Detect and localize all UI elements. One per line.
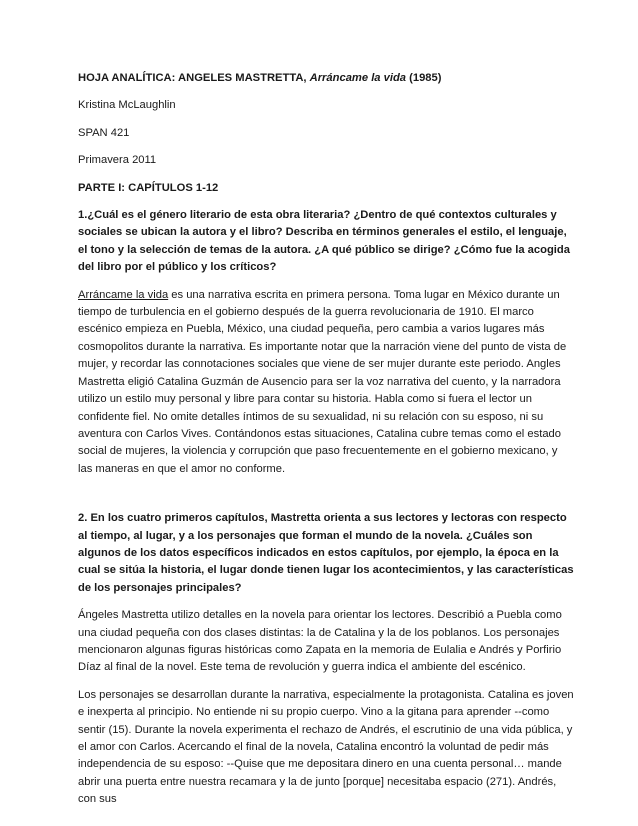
answer-2-paragraph-1: Ángeles Mastretta utilizo detalles en la novela para orientar los lectores. Describió a Puebla como una ciudad pequeña con dos clases distintas: la de Catalina y la de los poblanos. Los personajes mencionaron algunas figuras históricas como Zapata en la memoria de Eulalia e Andrés y Porfirio Díaz al final de la novel. Este tema de revolución y guerra indica el ambiente del escénico. [78,609,562,674]
answer-1-book-title: Arráncame la vida [78,288,169,301]
author-name: Kristina McLaughlin [78,99,176,112]
title-suffix: (1985) [406,72,442,84]
question-2: 2. En los cuatro primeros capítulos, Mastretta orienta a sus lectores y lectoras con respecto al tiempo, al lugar, y a los personajes que forman el mundo de la novela. ¿Cuáles son algunos de los datos específicos indicados en estos capítulos, por ejemplo, la época en la cual se sitúa la historia, el lugar donde tienen lugar los acontecimientos, y las características de los personajes principales? [78,512,574,594]
term: Primavera 2011 [78,154,157,167]
answer-1-text: es una narrativa escrita en primera persona. Toma lugar en México durante un tiempo de turbulencia en el gobierno después de la guerra revolucionaria de 1910. El marco escénico empieza en Puebla, México, una ciudad pequeña, pero cambia a varios lugares más cosmopolitos durante la narrativa. Es importante notar que la narración viene del punto de vista de mujer, y recordar las connotaciones sociales que viene de ser mujer durante este periodo. Angles Mastretta eligió Catalina Guzmán de Ausencio para ser la voz narrativa del cuento, y la narradora utilizo un estilo muy personal y libre para contar su historia. Habla como si fuera el lector un confidente fiel. No omite detalles íntimos de su sexualidad, ni su relación con su esposo, ni su aventura con Carlos Vives. Contándonos estas situaciones, Catalina cubre temas como el estado social de mujeres, la violencia y corrupción que paso frecuentemente en el gobierno mexicano, y las maneras en que el amor no conforme. [78,288,567,475]
book-title: Arráncame la vida [309,72,407,84]
answer-1 [78,287,574,478]
section-spacer [78,488,574,510]
question-1: 1.¿Cuál es el género literario de esta obra literaria? ¿Dentro de qué contextos culturales y sociales se ubican la autora y el libro? Describa en términos generales el estilo, el lenguaje, el tono y la selección de temas de la autora. ¿A qué público se dirige? ¿Cómo fue la acogida del libro por el público y los críticos? [78,209,570,274]
title-prefix: HOJA ANALÍTICA: ANGELES MASTRETTA, [78,72,310,84]
document-title [78,70,574,87]
part-heading: PARTE I: CAPÍTULOS 1-12 [78,181,219,194]
course-code: SPAN 421 [78,126,130,139]
answer-2-paragraph-2: Los personajes se desarrollan durante la narrativa, especialmente la protagonista. Catalina es joven e inexperta al principio. No entiende ni su propio cuerpo. Vino a la gitana para aprender --como sentir (15). Durante la novela experimenta el rechazo de Andrés, el escrutinio de una vida pública, y el amor con Carlos. Acercando el final de la novela, Catalina encontró la voluntad de pedir más independencia de su esposo: --Quise que me depositara dinero en una cuenta personal… mande abrir una puerta entre nuestra recamara y la de junto [porque] necesitaba espacio (271). Andrés, con sus [78,688,574,806]
